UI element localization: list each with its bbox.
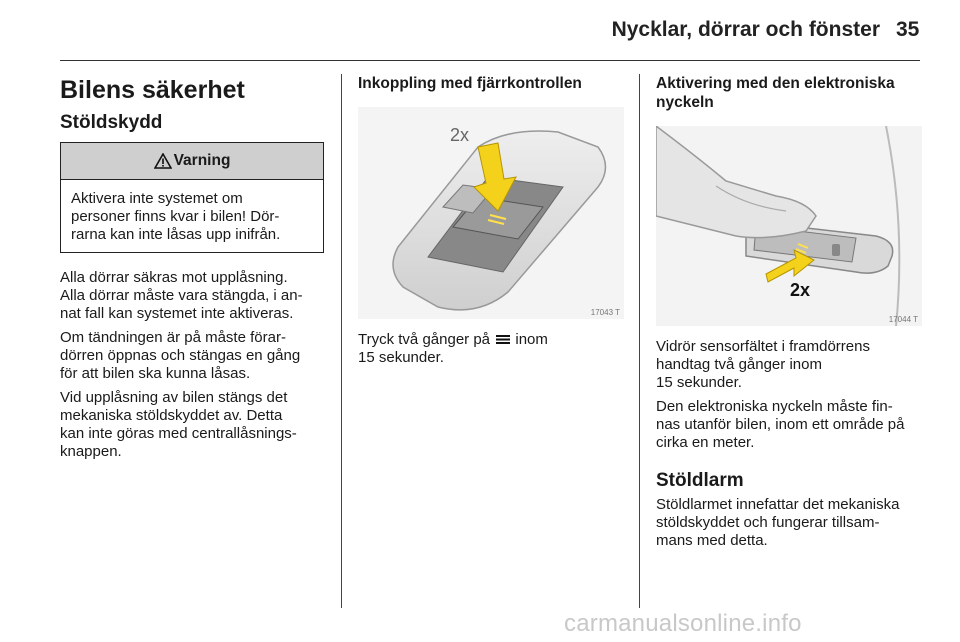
subsection-heading: Stöldlarm [656, 470, 744, 491]
heading-line: Aktivering med den elektroniska [656, 75, 895, 92]
text-line: nat fall kan systemet inte aktiveras. [60, 305, 294, 322]
column-2 [358, 74, 624, 373]
text-line: dörren öppnas och stängas en gång [60, 347, 301, 364]
warning-line: personer finns kvar i bilen! Dör- [71, 208, 280, 225]
column-divider-2 [639, 74, 640, 608]
section-heading: Inkoppling med fjärrkontrollen [358, 75, 582, 92]
section-heading: Bilens säkerhet [60, 76, 245, 104]
column-1 [60, 74, 326, 467]
text-line: inom [515, 331, 548, 348]
section-heading [656, 74, 922, 112]
figure-label: 2x [450, 125, 470, 145]
door-handle-illustration [656, 126, 922, 326]
text-line: 15 sekunder. [358, 349, 444, 366]
door-handle-drawing [656, 126, 922, 326]
text-line: Om tändningen är på måste förar- [60, 329, 286, 346]
remote-key-illustration [358, 107, 624, 319]
warning-line: Aktivera inte systemet om [71, 190, 243, 207]
text-line: för att bilen ska kunna låsas. [60, 365, 251, 382]
text-line: Alla dörrar säkras mot upplåsning. [60, 269, 288, 286]
column-3 [656, 74, 922, 556]
text-line: Vid upplåsning av bilen stängs det [60, 389, 288, 406]
paragraph [656, 496, 922, 550]
remote-key-drawing [358, 107, 624, 319]
heading-line: nyckeln [656, 94, 714, 111]
figure-number: 17044 T [888, 315, 918, 324]
paragraph [60, 329, 326, 383]
paragraph [60, 389, 326, 461]
text-line: knappen. [60, 443, 122, 460]
text-line: Stöldlarmet innefattar det mekaniska [656, 496, 900, 513]
watermark: carmanualsonline.info [564, 610, 802, 637]
warning-text [61, 180, 323, 252]
text-line: Alla dörrar måste vara stängda, i an- [60, 287, 303, 304]
text-line: mekaniska stöldskyddet av. Detta [60, 407, 283, 424]
warning-line: rarna kan inte låsas upp inifrån. [71, 226, 281, 243]
text-line: kan inte göras med centrallåsnings- [60, 425, 297, 442]
warning-triangle-icon [154, 153, 172, 169]
page-number: 35 [896, 18, 920, 41]
lock-button-icon [496, 334, 510, 344]
text-line: handtag två gånger inom [656, 356, 822, 373]
warning-title: Varning [173, 152, 231, 169]
paragraph [60, 269, 326, 323]
text-line: stöldskyddet och fungerar tillsam- [656, 514, 880, 531]
text-line: mans med detta. [656, 532, 768, 549]
paragraph [358, 331, 624, 367]
warning-header [61, 143, 323, 180]
text-line: nas utanför bilen, inom ett område på [656, 416, 905, 433]
text-line: Tryck två gånger på [358, 331, 491, 348]
text-line: Den elektroniska nyckeln måste fin- [656, 398, 893, 415]
paragraph [656, 398, 922, 452]
text-line: 15 sekunder. [656, 374, 742, 391]
header-rule [60, 60, 920, 61]
warning-box [60, 142, 324, 253]
figure-label: 2x [790, 280, 811, 300]
column-divider-1 [341, 74, 342, 608]
text-line: Vidrör sensorfältet i framdörrens [656, 338, 870, 355]
paragraph [656, 338, 922, 392]
figure-number: 17043 T [590, 308, 620, 317]
subsection-heading: Stöldskydd [60, 112, 163, 133]
page-header-title: Nycklar, dörrar och fönster [611, 18, 880, 41]
text-line: cirka en meter. [656, 434, 755, 451]
